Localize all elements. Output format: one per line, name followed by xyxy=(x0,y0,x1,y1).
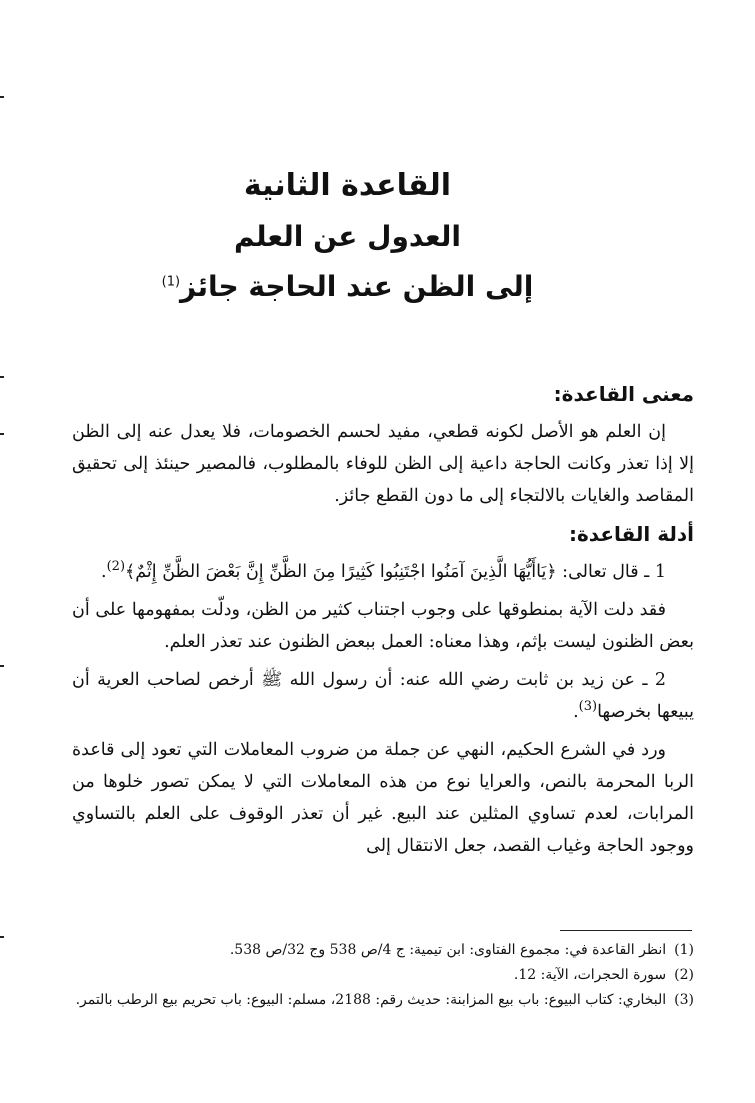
footnote-text: انظر القاعدة في: مجموع الفتاوى: ابن تيمية: ج 4/ص 538 وج 32/ص 538. xyxy=(229,942,667,958)
margin-mark xyxy=(0,376,4,378)
quran-quote: ﴿يَاأَيُّهَا الَّذِينَ آمَنُوا اجْتَنِبُوا كَثِيرًا مِنَ الظَّنِّ إِنَّ بَعْضَ الظَّنِّ إِثْمٌ﴾ xyxy=(125,562,557,582)
footnote-text: سورة الحجرات، الآية: 12. xyxy=(513,967,667,983)
footnote-ref: (1) xyxy=(161,274,181,290)
meaning-paragraph: إن العلم هو الأصل لكونه قطعي، مفيد لحسم الخصومات، فلا يعدل عنه إلى الظن إلا إذا تعذر وكانت الحاجة داعية إلى الظن للوفاء بالمطلوب، فالمصير حينئذ إلى تحقيق المقاصد والغايات بالالتجاء إلى ما دون القطع جائز. xyxy=(72,422,694,506)
evidence-2-text: 2 ـ عن زيد بن ثابت رضي الله عنه: أن رسول الله ﷺ أرخص لصاحب العرية أن يبيعها بخرصها xyxy=(72,670,694,722)
evidence-1 xyxy=(72,556,694,588)
final-paragraph: ورد في الشرع الحكيم، النهي عن جملة من ضروب المعاملات التي تعود إلى قاعدة الربا المحرمة بالنص، والعرايا نوع من هذه المعاملات التي لا يمكن تصور خلوها من المرابات، لعدم تساوي المثلين عند البيع. غير أن تعذر الوقوف على العلم بالتساوي ووجود الحاجة وغياب القصد، جعل الانتقال إلى xyxy=(72,740,694,856)
footnote-item xyxy=(72,988,694,1013)
margin-mark xyxy=(0,433,4,435)
section-heading-meaning: معنى القاعدة: xyxy=(553,382,694,406)
footnote-item xyxy=(72,938,694,963)
footnotes xyxy=(72,938,694,1013)
footnote-ref: (3) xyxy=(578,699,598,715)
evidence-2 xyxy=(72,664,694,728)
footnote-item xyxy=(72,963,694,988)
footnote-number: (2) xyxy=(674,967,694,983)
margin-mark xyxy=(0,665,4,667)
footnote-text: البخاري: كتاب البيوع: باب بيع المزابنة: حديث رقم: 2188، مسلم: البيوع: باب تحريم بيع الرطب بالتمر. xyxy=(75,992,667,1008)
footnote-number: (1) xyxy=(674,942,694,958)
margin-mark xyxy=(0,936,4,938)
evidence-1-prefix: 1 ـ قال تعالى: xyxy=(556,562,666,582)
footnote-divider xyxy=(560,930,692,931)
footnote-number: (3) xyxy=(674,992,694,1008)
evidence-2-end: . xyxy=(573,702,579,722)
title-subline-2-text: إلى الظن عند الحاجة جائز xyxy=(180,270,534,303)
section-heading-evidence: أدلة القاعدة: xyxy=(568,522,694,546)
footnote-ref: (2) xyxy=(106,559,126,575)
body-text xyxy=(72,372,694,862)
title-subline-1: العدول عن العلم xyxy=(234,220,461,253)
evidence-1-explanation: فقد دلت الآية بمنطوقها على وجوب اجتناب كثير من الظن، ودلّت بمفهومها على أن بعض الظنون ليست بإثم، وهذا معناه: العمل ببعض الظنون عند تعذر العلم. xyxy=(72,600,694,652)
margin-mark xyxy=(0,96,4,98)
title-block xyxy=(0,160,755,312)
title-subline-2 xyxy=(0,262,695,312)
evidence-1-end: . xyxy=(101,562,107,582)
page-title: القاعدة الثانية xyxy=(243,168,452,203)
